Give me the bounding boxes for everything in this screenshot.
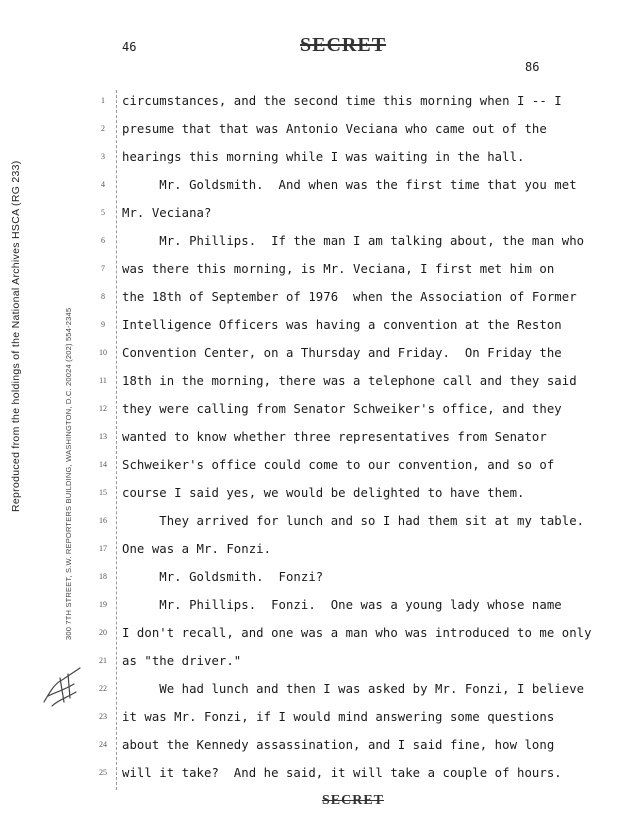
line-number: 18 (99, 572, 107, 581)
right-page-number: 86 (525, 60, 540, 74)
line-number: 2 (101, 124, 105, 133)
transcript-line: We had lunch and then I was asked by Mr. Fonzi, I believe (122, 682, 585, 696)
line-number: 8 (101, 292, 105, 301)
transcript-line: they were calling from Senator Schweiker's office, and they (122, 402, 562, 416)
transcript-line: the 18th of September of 1976 when the Association of Former (122, 290, 577, 304)
line-number: 7 (101, 264, 105, 273)
line-number: 22 (99, 684, 107, 693)
transcript-line: Intelligence Officers was having a convention at the Reston (122, 318, 562, 332)
archive-source-note: Reproduced from the holdings of the National Archives HSCA (RG 233) (10, 160, 22, 512)
transcript-line: Schweiker's office could come to our convention, and so of (122, 458, 555, 472)
line-number: 1 (101, 96, 105, 105)
transcript-line: Mr. Phillips. Fonzi. One was a young lady whose name (122, 598, 562, 612)
line-number: 5 (101, 208, 105, 217)
transcript-line: Mr. Goldsmith. Fonzi? (122, 570, 324, 584)
line-number: 19 (99, 600, 107, 609)
transcript-line: I don't recall, and one was a man who was introduced to me only (122, 626, 592, 640)
line-number: 4 (101, 180, 105, 189)
transcript-line: Mr. Veciana? (122, 206, 212, 220)
line-number: 25 (99, 768, 107, 777)
transcript-line: hearings this morning while I was waiting in the hall. (122, 150, 525, 164)
transcript-line: Mr. Goldsmith. And when was the first time that you met (122, 178, 577, 192)
classification-stamp-top: SECRET (300, 34, 387, 56)
transcript-line: about the Kennedy assassination, and I said fine, how long (122, 738, 555, 752)
line-number: 23 (99, 712, 107, 721)
transcript-line: as "the driver." (122, 654, 242, 668)
line-number: 24 (99, 740, 107, 749)
line-number: 11 (99, 376, 107, 385)
line-number: 6 (101, 236, 105, 245)
line-number: 15 (99, 488, 107, 497)
transcript-line: circumstances, and the second time this morning when I -- I (122, 94, 562, 108)
transcript-line: will it take? And he said, it will take a couple of hours. (122, 766, 562, 780)
line-number-rule (116, 90, 117, 790)
line-number: 21 (99, 656, 107, 665)
transcript-line: was there this morning, is Mr. Veciana, I first met him on (122, 262, 555, 276)
transcript-line: course I said yes, we would be delighted to have them. (122, 486, 525, 500)
transcript-line: it was Mr. Fonzi, if I would mind answering some questions (122, 710, 555, 724)
classification-stamp-bottom: SECRET (322, 793, 385, 808)
line-number: 3 (101, 152, 105, 161)
line-number: 17 (99, 544, 107, 553)
left-page-number: 46 (122, 40, 137, 54)
transcript-line: wanted to know whether three representatives from Senator (122, 430, 547, 444)
line-number: 13 (99, 432, 107, 441)
line-number: 14 (99, 460, 107, 469)
line-number: 16 (99, 516, 107, 525)
transcript-line: presume that that was Antonio Veciana who came out of the (122, 122, 547, 136)
line-number: 12 (99, 404, 107, 413)
transcript-line: One was a Mr. Fonzi. (122, 542, 272, 556)
handwritten-mark (40, 662, 88, 712)
line-number: 9 (101, 320, 105, 329)
transcript-line: Mr. Phillips. If the man I am talking about, the man who (122, 234, 585, 248)
line-number: 10 (99, 348, 107, 357)
line-number: 20 (99, 628, 107, 637)
transcript-line: Convention Center, on a Thursday and Friday. On Friday the (122, 346, 562, 360)
transcript-line: They arrived for lunch and so I had them sit at my table. (122, 514, 585, 528)
transcript-line: 18th in the morning, there was a telephone call and they said (122, 374, 577, 388)
reporter-address: 300 7TH STREET, S.W. REPORTERS BUILDING, WASHINGTON, D.C. 20024 (202) 554-2345 (64, 307, 73, 640)
